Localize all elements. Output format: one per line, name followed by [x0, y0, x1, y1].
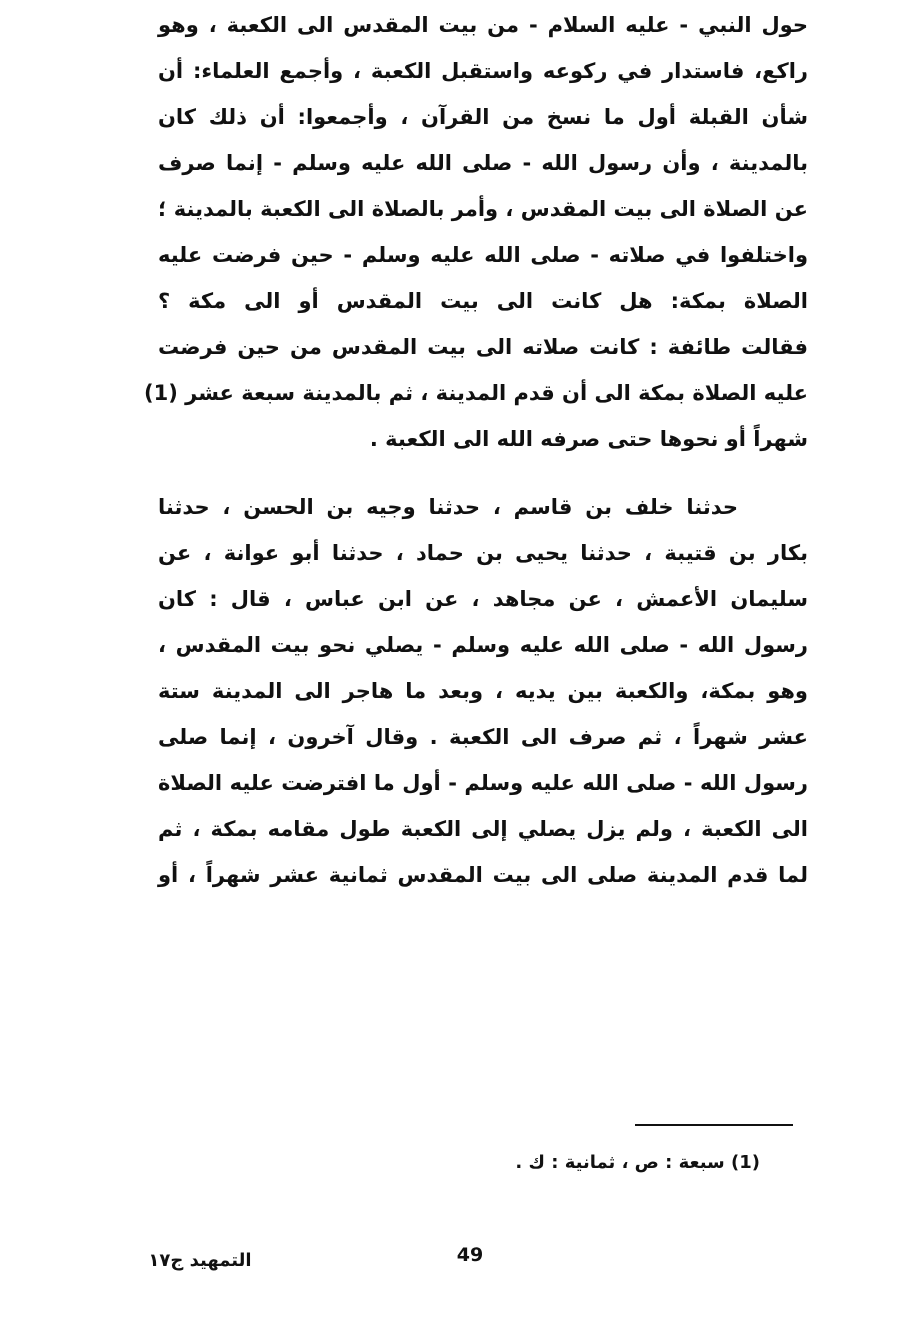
text-line: واختلفوا في صلاته - صلى الله عليه وسلم - حين فرضت عليه [158, 243, 808, 267]
page-number: 49 [456, 1244, 484, 1266]
text-line: عشر شهراً ، ثم صرف الى الكعبة . وقال آخرون ، إنما صلى [158, 725, 808, 749]
text-line: سليمان الأعمش ، عن مجاهد ، عن ابن عباس ، قال : كان [158, 587, 808, 611]
text-line: وهو بمكة، والكعبة بين يديه ، وبعد ما هاجر الى المدينة ستة [158, 679, 808, 703]
text-line: حدثنا خلف بن قاسم ، حدثنا وجيه بن الحسن ، حدثنا [158, 495, 738, 519]
text-line: فقالت طائفة : كانت صلاته الى بيت المقدس من حين فرضت [158, 335, 808, 359]
text-line: راكع، فاستدار في ركوعه واستقبل الكعبة ، وأجمع العلماء: أن [158, 59, 808, 83]
text-line: لما قدم المدينة صلى الى بيت المقدس ثمانية عشر شهراً ، أو [158, 863, 808, 887]
footnote-divider [635, 1124, 793, 1126]
text-line: الصلاة بمكة: هل كانت الى بيت المقدس أو الى مكة ؟ [158, 289, 808, 313]
text-line: شهراً أو نحوها حتى صرفه الله الى الكعبة . [369, 427, 808, 451]
text-line: رسول الله - صلى الله عليه وسلم - أول ما افترضت عليه الصلاة [158, 771, 808, 795]
text-line: الى الكعبة ، ولم يزل يصلي إلى الكعبة طول مقامه بمكة ، ثم [158, 817, 808, 841]
paragraph-2 [158, 484, 808, 898]
book-signature: التمهيد ج١٧ [148, 1250, 252, 1271]
text-line: حول النبي - عليه السلام - من بيت المقدس الى الكعبة ، وهو [158, 13, 808, 37]
footnote: (1) سبعة : ص ، ثمانية : ك . [515, 1152, 760, 1173]
text-line: بكار بن قتيبة ، حدثنا يحيى بن حماد ، حدثنا أبو عوانة ، عن [158, 541, 808, 565]
text-line: عن الصلاة الى بيت المقدس ، وأمر بالصلاة الى الكعبة بالمدينة ؛ [158, 197, 808, 221]
text-line: بالمدينة ، وأن رسول الله - صلى الله عليه وسلم - إنما صرف [158, 151, 808, 175]
paragraph-1 [143, 2, 808, 462]
text-line: رسول الله - صلى الله عليه وسلم - يصلي نحو بيت المقدس ، [158, 633, 808, 657]
text-line: عليه الصلاة بمكة الى أن قدم المدينة ، ثم بالمدينة سبعة عشر (1) [143, 381, 808, 405]
text-line: شأن القبلة أول ما نسخ من القرآن ، وأجمعوا: أن ذلك كان [158, 105, 808, 129]
